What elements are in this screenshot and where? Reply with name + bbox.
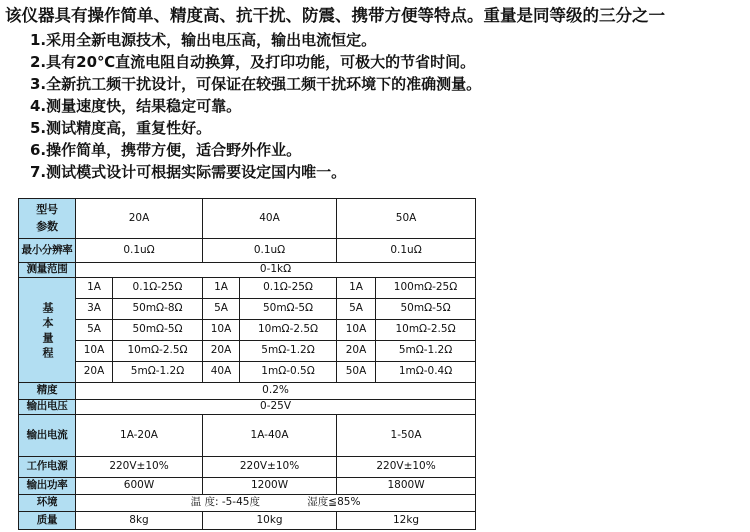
resolution-cell: 0.1uΩ xyxy=(76,239,203,263)
out-current-cell: 1-50A xyxy=(337,415,476,457)
basic-range-cell: 20A xyxy=(203,341,240,362)
corner-header-cell xyxy=(19,199,76,239)
model-header-20a: 20A xyxy=(76,199,203,239)
row-label-out-voltage: 输出电压 xyxy=(19,400,76,415)
basic-range-cell: 50mΩ-5Ω xyxy=(240,299,337,320)
feature-item: 4.测量速度快，结果稳定可靠。 xyxy=(30,97,242,115)
headline-text: 该仪器具有操作简单、精度高、抗干扰、防震、携带方便等特点。重量是同等级的三分之一 xyxy=(5,6,665,25)
out-power-cell: 600W xyxy=(76,478,203,495)
feature-item: 1.采用全新电源技术，输出电压高，输出电流恒定。 xyxy=(30,31,377,49)
row-label-weight: 质量 xyxy=(19,512,76,530)
model-header-40a: 40A xyxy=(203,199,337,239)
row-label-out-power: 输出功率 xyxy=(19,478,76,495)
out-current-cell: 1A-40A xyxy=(203,415,337,457)
feature-item: 5.测试精度高，重复性好。 xyxy=(30,119,212,137)
table-row-range xyxy=(19,263,476,278)
row-label-power-supply: 工作电源 xyxy=(19,457,76,478)
table-row-model xyxy=(19,199,476,239)
row-label-basic-range: 基本量程 xyxy=(19,278,76,383)
out-power-cell: 1200W xyxy=(203,478,337,495)
weight-cell: 8kg xyxy=(76,512,203,530)
basic-range-cell: 1A xyxy=(337,278,376,299)
basic-range-cell: 5mΩ-1.2Ω xyxy=(240,341,337,362)
basic-range-cell: 5A xyxy=(337,299,376,320)
spec-table xyxy=(18,198,476,530)
row-label-environment: 环境 xyxy=(19,495,76,512)
basic-range-cell: 40A xyxy=(203,362,240,383)
table-row-out-current xyxy=(19,415,476,457)
basic-range-cell: 5mΩ-1.2Ω xyxy=(113,362,203,383)
resolution-cell: 0.1uΩ xyxy=(203,239,337,263)
out-current-cell: 1A-20A xyxy=(76,415,203,457)
row-label-resolution: 最小分辨率 xyxy=(19,239,76,263)
resolution-cell: 0.1uΩ xyxy=(337,239,476,263)
environment-humidity: 湿度≦85% xyxy=(307,496,361,509)
basic-range-cell: 50mΩ-8Ω xyxy=(113,299,203,320)
model-header-50a: 50A xyxy=(337,199,476,239)
table-row-out-voltage xyxy=(19,400,476,415)
row-label-range: 测量范围 xyxy=(19,263,76,278)
basic-range-cell: 10A xyxy=(76,341,113,362)
basic-range-cell: 5mΩ-1.2Ω xyxy=(376,341,476,362)
table-row-basic xyxy=(19,362,476,383)
feature-item: 2.具有20℃直流电阻自动换算，及打印功能，可极大的节省时间。 xyxy=(30,53,476,71)
table-row-basic xyxy=(19,278,476,299)
basic-range-cell: 50A xyxy=(337,362,376,383)
table-row-out-power xyxy=(19,478,476,495)
table-row-accuracy xyxy=(19,383,476,400)
environment-cell xyxy=(76,495,476,512)
range-cell: 0-1kΩ xyxy=(76,263,476,278)
table-row-basic xyxy=(19,299,476,320)
weight-cell: 12kg xyxy=(337,512,476,530)
feature-item: 3.全新抗工频干扰设计，可保证在较强工频干扰环境下的准确测量。 xyxy=(30,75,482,93)
basic-range-cell: 20A xyxy=(337,341,376,362)
basic-range-cell: 10A xyxy=(337,320,376,341)
intro-section xyxy=(5,3,747,183)
basic-range-cell: 0.1Ω-25Ω xyxy=(240,278,337,299)
feature-item: 6.操作简单，携带方便，适合野外作业。 xyxy=(30,141,302,159)
table-row-basic xyxy=(19,320,476,341)
basic-range-cell: 20A xyxy=(76,362,113,383)
corner-line1: 型号 xyxy=(36,203,58,216)
power-supply-cell: 220V±10% xyxy=(76,457,203,478)
power-supply-cell: 220V±10% xyxy=(337,457,476,478)
row-label-out-current: 输出电流 xyxy=(19,415,76,457)
basic-range-cell: 10mΩ-2.5Ω xyxy=(113,341,203,362)
table-row-basic xyxy=(19,341,476,362)
basic-range-cell: 100mΩ-25Ω xyxy=(376,278,476,299)
accuracy-cell: 0.2% xyxy=(76,383,476,400)
weight-cell: 10kg xyxy=(203,512,337,530)
out-voltage-cell: 0-25V xyxy=(76,400,476,415)
out-power-cell: 1800W xyxy=(337,478,476,495)
basic-range-cell: 1A xyxy=(203,278,240,299)
basic-range-cell: 10A xyxy=(203,320,240,341)
table-row-environment xyxy=(19,495,476,512)
basic-range-cell: 5A xyxy=(203,299,240,320)
power-supply-cell: 220V±10% xyxy=(203,457,337,478)
basic-range-cell: 0.1Ω-25Ω xyxy=(113,278,203,299)
table-row-weight xyxy=(19,512,476,530)
basic-range-cell: 3A xyxy=(76,299,113,320)
basic-range-cell: 10mΩ-2.5Ω xyxy=(376,320,476,341)
table-row-power-supply xyxy=(19,457,476,478)
basic-range-cell: 10mΩ-2.5Ω xyxy=(240,320,337,341)
basic-range-cell: 50mΩ-5Ω xyxy=(113,320,203,341)
basic-range-cell: 1mΩ-0.4Ω xyxy=(376,362,476,383)
corner-line2: 参数 xyxy=(36,219,58,233)
table-row-resolution xyxy=(19,239,476,263)
environment-temperature: 温 度: -5-45度 xyxy=(190,496,260,509)
basic-range-cell: 5A xyxy=(76,320,113,341)
feature-item: 7.测试模式设计可根据实际需要设定国内唯一。 xyxy=(30,163,347,181)
row-label-accuracy: 精度 xyxy=(19,383,76,400)
feature-list xyxy=(30,29,747,183)
basic-range-cell: 50mΩ-5Ω xyxy=(376,299,476,320)
basic-range-cell: 1A xyxy=(76,278,113,299)
basic-range-cell: 1mΩ-0.5Ω xyxy=(240,362,337,383)
